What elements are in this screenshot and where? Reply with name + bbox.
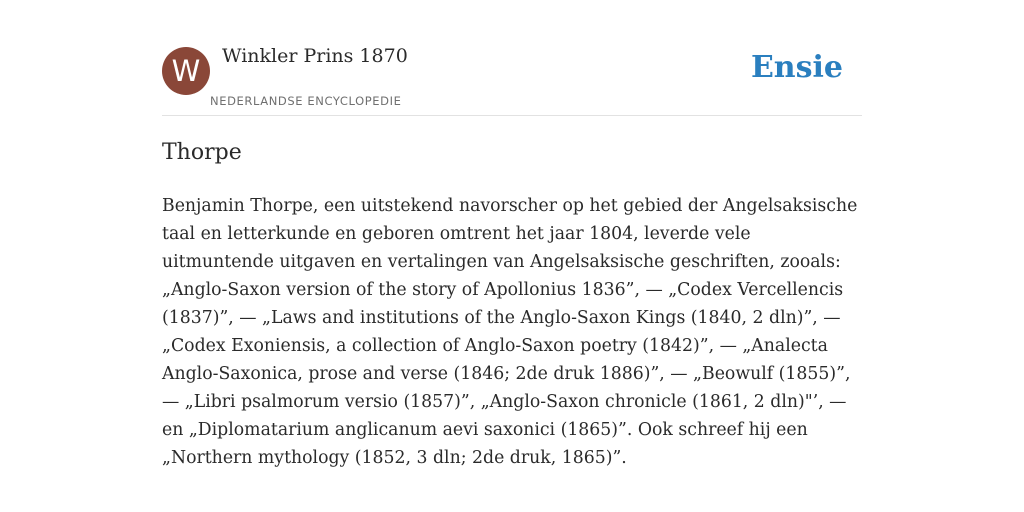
brand-logo[interactable]: Ensie (750, 50, 843, 85)
source-avatar[interactable]: W (162, 47, 210, 95)
header-divider (162, 115, 862, 116)
source-title[interactable]: Winkler Prins 1870 (222, 45, 408, 67)
article-title: Thorpe (162, 140, 242, 165)
source-subtitle: NEDERLANDSE ENCYCLOPEDIE (210, 94, 402, 108)
article-body: Benjamin Thorpe, een uitstekend navorscher op het gebied der Angelsaksische taal en letterkunde en geboren omtrent het jaar 1804, leverde vele uitmuntende uitgaven en vertalingen van Angelsaksische geschriften, zooals: „Anglo-Saxon version of the story of Apollonius 1836”, — „Codex Vercellencis (1837)”, — „Laws and institutions of the Anglo-Saxon Kings (1840, 2 dln)”, — „Codex Exoniensis, a collection of Anglo-Saxon poetry (1842)”, — „Analecta Anglo-Saxonica, prose and verse (1846; 2de druk 1886)”, — „Beowulf (1855)”, — „Libri psalmorum versio (1857)”, „Anglo-Saxon chronicle (1861, 2 dln)"’, — en „Diplomatarium anglicanum aevi saxonici (1865)”. Ook schreef hij een „Northern mythology (1852, 3 dln; 2de druk, 1865)”. (162, 196, 858, 468)
